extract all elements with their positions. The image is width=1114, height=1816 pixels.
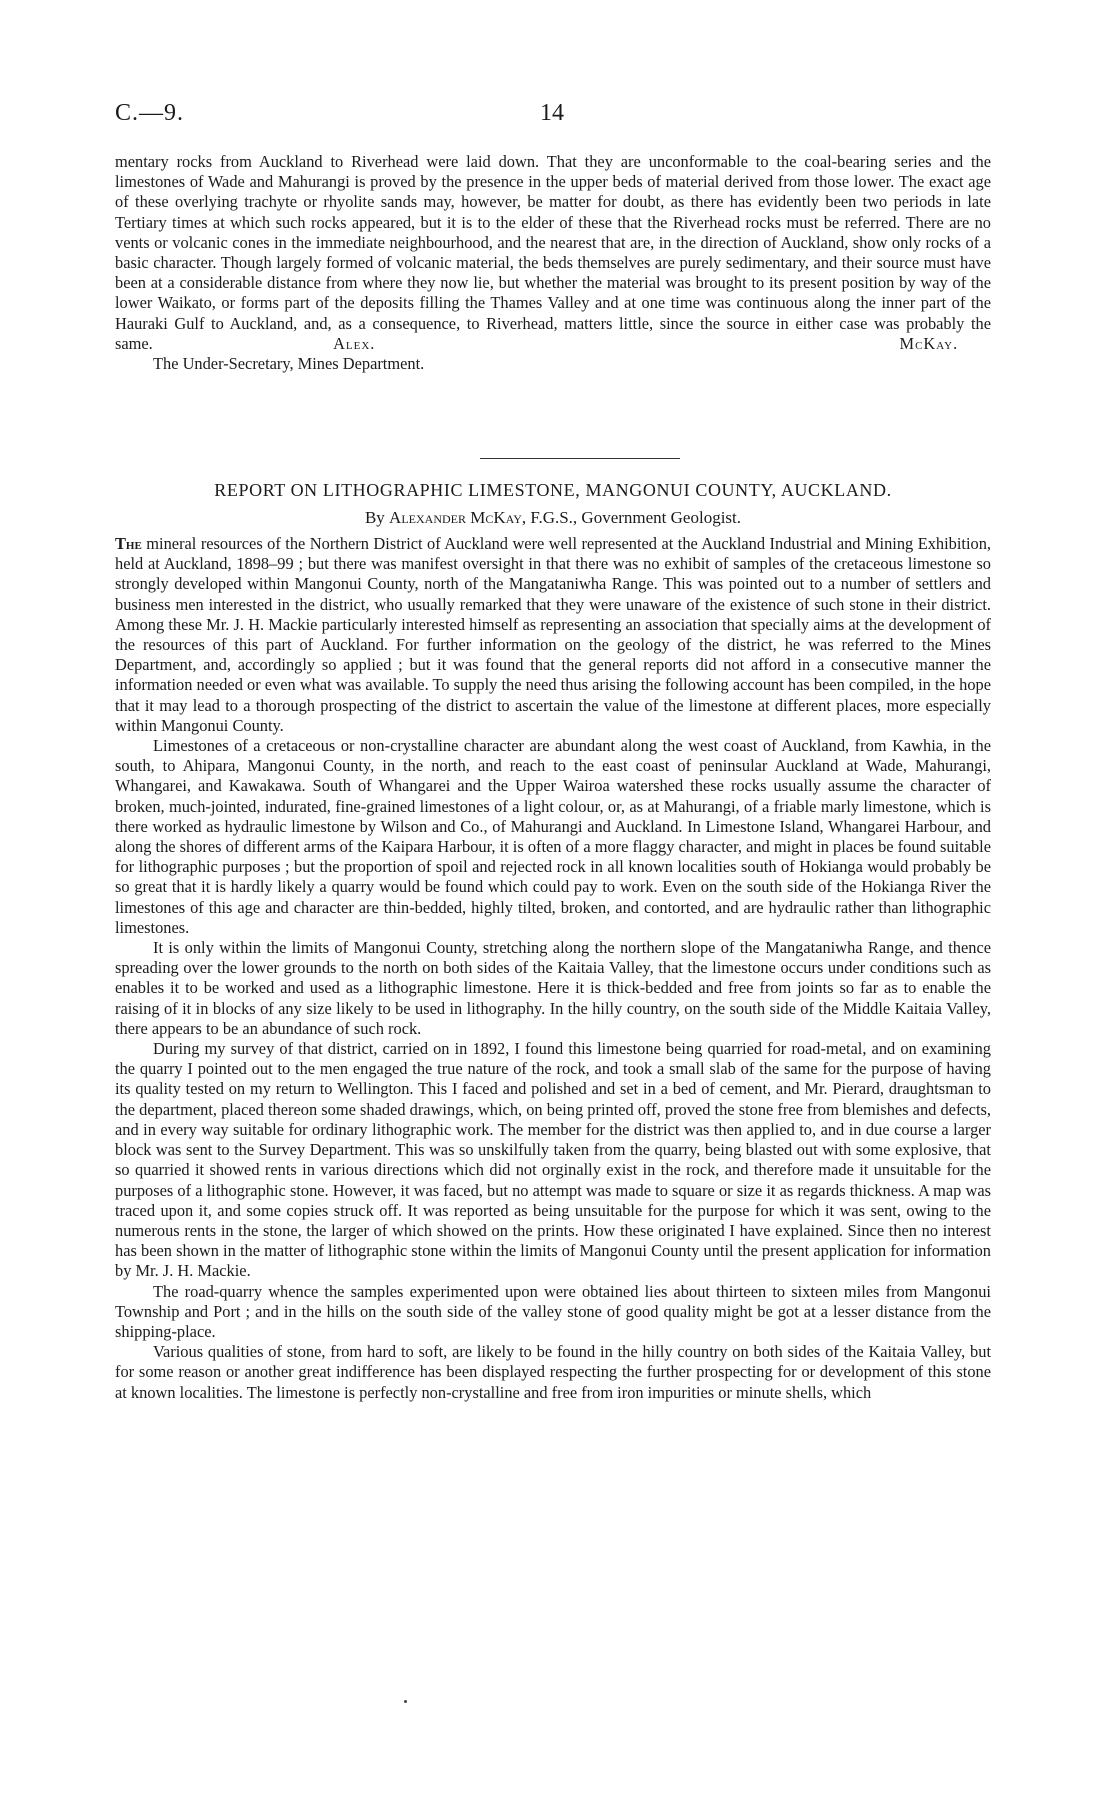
signature: Alex. McKay.	[333, 333, 959, 353]
report-paragraph-3: It is only within the limits of Mangonui County, stretching along the northern slope of the Mangataniwha Range, and thence spreading over the lower grounds to the north on both sides of the Kaitaia Valley, that the limestone occurs under conditions such as enables it to be worked and used as a lithographic limestone. Here it is thick-bedded and free from joints so far as to enable the raising of it in blocks of any size likely to be used in lithography. In the hilly country, on the south side of the Middle Kaitaia Valley, there appears to be an abundance of such rock.	[115, 938, 991, 1038]
previous-report-section	[115, 152, 991, 374]
report-paragraph-1	[115, 534, 991, 736]
report-paragraph-2: Limestones of a cretaceous or non-crystalline character are abundant along the west coast of Auckland, from Kawhia, in the south, to Ahipara, Mangonui County, in the north, and reach to the east coast of peninsular Auckland at Wade, Mahurangi, Whangarei, and Kawakawa. South of Whangarei and the Upper Wairoa watershed these rocks usually assume the character of broken, much-jointed, indurated, fine-grained limestones of a light colour, or, as at Mahurangi, of a friable marly limestone, which is there worked as hydraulic limestone by Wilson and Co., of Mahurangi and Auckland. In Limestone Island, Whangarei Harbour, and along the shores of different arms of the Kaipara Harbour, it is often of a more flaggy character, and might in places be found suitable for lithographic purposes ; but the proportion of spoil and rejected rock in all known localities south of Hokianga would probably be so great that it is hardly likely a quarry would be found which could pay to work. Even on the south side of the Hokianga River the limestones of this age and character are thin-bedded, highly tilted, broken, and contorted, and are hydraulic rather than lithographic limestones.	[115, 736, 991, 937]
report-body	[115, 534, 991, 1403]
addressee: The Under-Secretary, Mines Department.	[153, 354, 425, 374]
document-reference: C.—9.	[115, 100, 185, 126]
report-paragraph-4: During my survey of that district, carried on in 1892, I found this limestone being quarried for road-metal, and on examining the quarry I pointed out to the men engaged the true nature of the rock, and took a small slab of the same for the purpose of having its quality tested on my return to Wellington. This I faced and polished and set in a bed of cement, and Mr. Pierard, draughtsman to the department, placed thereon some shaded drawings, which, on being printed off, proved the stone free from blemishes and defects, and in every way suitable for ordinary lithographic work. The member for the district was then applied to, and in due course a larger block was sent to the Survey Department. This was so unskilfully taken from the quarry, being blasted out with some explosive, that so quarried it showed rents in various directions which did not orginally exist in the rock, and therefore made it unsuitable for the purposes of a lithographic stone. However, it was faced, but no attempt was made to square or size it as regards thickness. A map was traced upon it, and some copies struck off. It was reported as being unsuitable for the purpose for which it was sent, owing to the numerous rents in the stone, the larger of which showed on the prints. How these originated I have explained. Since then no interest has been shown in the matter of lithographic stone within the limits of Mangonui County until the present application for information by Mr. J. H. Mackie.	[115, 1039, 991, 1281]
report-byline	[115, 508, 991, 528]
section-divider	[480, 458, 680, 459]
report-paragraph-6: Various qualities of stone, from hard to soft, are likely to be found in the hilly country on both sides of the Kaitaia Valley, but for some reason or another great indifference has been displayed respecting the further prospecting for or development of this stone at known localities. The limestone is perfectly non-crystalline and free from iron impurities or minute shells, which	[115, 1342, 991, 1402]
print-speck	[404, 1700, 407, 1703]
opening-word: The	[115, 534, 142, 553]
author-credentials: , F.G.S., Government Geologist.	[521, 508, 742, 527]
byline-prefix: By	[364, 508, 385, 527]
paragraph-1-text: mineral resources of the Northern District of Auckland were well represented at the Auckland Industrial and Mining Exhibition, held at Auckland, 1898–99 ; but there was manifest oversight in that there was no exhibit of samples of the cretaceous limestone so strongly developed within Mangonui County, north of the Mangataniwha Range. This was pointed out to a number of settlers and business men interested in the district, who usually remarked that they were unaware of the existence of such stone in their district. Among these Mr. J. H. Mackie particularly interested himself as representing an association that specially aims at the development of the resources of this part of Auckland. For further information on the geology of the district, he was referred to the Mines Department, and, accordingly so applied ; but it was found that the general reports did not afford in a consecutive manner the information needed or even what was available. To supply the need thus arising the following account has been compiled, in the hope that it may lead to a thorough prospecting of the district to ascertain the value of the limestone at different places, more especially within Mangonui County.	[115, 534, 991, 735]
page-number: 14	[540, 100, 564, 126]
previous-report-text: mentary rocks from Auckland to Riverhead were laid down. That they are unconformable to the coal-bearing series and the limestones of Wade and Mahurangi is proved by the presence in the upper beds of material derived from those lower. The exact age of these overlying trachyte or rhyolite sands may, however, be matter for doubt, as there has evidently been two periods in late Tertiary times at which such rocks appeared, but it is to the elder of these that the Riverhead rocks must be referred. There are no vents or volcanic cones in the immediate neighbourhood, and the nearest that are, in the direction of Auckland, show only rocks of a basic character. Though largely formed of volcanic material, the beds themselves are purely sedimentary, and their source must have been at a considerable distance from where they now lie, but whether the material was brought to its present position by way of the lower Waikato, or forms part of the deposits filling the Thames Valley and at one time was continuous along the inner part of the Hauraki Gulf to Auckland, and, as a consequence, to Riverhead, matters little, since the source in either case was probably the same.	[115, 152, 991, 353]
report-paragraph-5: The road-quarry whence the samples experimented upon were obtained lies about thirteen to sixteen miles from Mangonui Township and Port ; and in the hills on the south side of the valley stone of good quality might be got at a lesser distance from the shipping-place.	[115, 1281, 991, 1341]
author-name: Alexander McKay	[389, 508, 522, 527]
report-title: REPORT ON LITHOGRAPHIC LIMESTONE, MANGONUI COUNTY, AUCKLAND.	[214, 480, 892, 500]
previous-report-paragraph	[115, 152, 991, 354]
